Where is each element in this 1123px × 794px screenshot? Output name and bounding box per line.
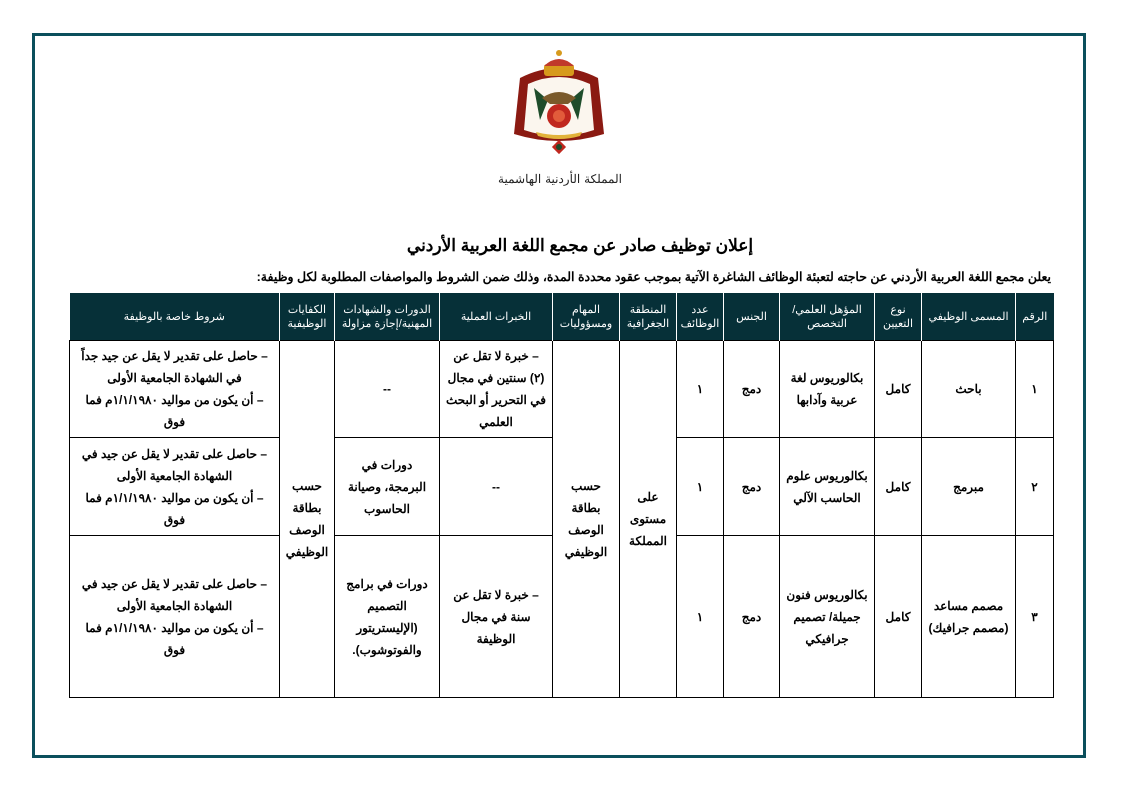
header-count <box>677 293 724 341</box>
cell-job-title: مبرمج <box>922 438 1016 536</box>
cell-experience: -- <box>440 438 553 536</box>
cell-competencies: حسب بطاقة الوصف الوظيفي <box>280 341 335 698</box>
announcement-intro: يعلن مجمع اللغة العربية الأردني عن حاجته لتعبئة الوظائف الشاغرة الآتية بموجب عقود محددة المدة، وذلك ضمن الشروط والمواصفات المطلوبة لكل وظيفة: <box>256 270 1051 284</box>
cell-job-title: باحث <box>922 341 1016 438</box>
condition-item: – أن يكون من مواليد ١/١/١٩٨٠م فما فوق <box>85 393 264 429</box>
cell-count: ١ <box>677 341 724 438</box>
cell-num: ١ <box>1016 341 1054 438</box>
header-competencies <box>280 293 335 341</box>
header-qualification <box>780 293 875 341</box>
header-line: نوع <box>890 303 906 316</box>
cell-experience: – خبرة لا تقل عن (٢) سنتين في مجال في التحرير أو البحث العلمي <box>440 341 553 438</box>
condition-item: – أن يكون من مواليد ١/١/١٩٨٠م فما فوق <box>85 620 264 657</box>
table-header-row <box>70 293 1054 341</box>
emblem-caption: المملكة الأردنية الهاشمية <box>498 172 622 186</box>
cell-appointment-type: كامل <box>875 536 922 698</box>
cell-gender: دمج <box>724 341 780 438</box>
cell-conditions <box>70 341 280 438</box>
header-line: ومسؤوليات <box>559 317 613 330</box>
header-gender: الجنس <box>724 293 780 341</box>
cell-num: ٣ <box>1016 536 1054 698</box>
cell-gender: دمج <box>724 536 780 698</box>
condition-item: – حاصل على تقدير لا يقل عن جيد في الشهادة الجامعية الأولى <box>81 576 268 613</box>
header-num: الرقم <box>1016 293 1054 341</box>
header-line: الدورات والشهادات <box>343 303 431 316</box>
cell-qualification: بكالوريوس لغة عربية وآدابها <box>780 341 875 438</box>
header-line: الكفايات <box>287 303 327 316</box>
cell-job-title: مصمم مساعد (مصمم جرافيك) <box>922 536 1016 698</box>
header-line: المهنية/إجازة مزاولة <box>341 317 433 330</box>
cell-conditions <box>70 536 280 698</box>
header-line: الوظيفية <box>287 317 327 330</box>
cell-qualification: بكالوريوس فنون جميلة/ تصميم جرافيكي <box>780 536 875 698</box>
header-line: التعيين <box>882 317 914 330</box>
cell-region: على مستوى المملكة <box>620 341 677 698</box>
condition-item: – أن يكون من مواليد ١/١/١٩٨٠م فما فوق <box>85 490 264 527</box>
announcement-title: إعلان توظيف صادر عن مجمع اللغة العربية الأردني <box>406 236 754 255</box>
cell-courses: دورات في برامج التصميم (الإليستريتور والفوتوشوب). <box>335 536 440 698</box>
cell-duties: حسب بطاقة الوصف الوظيفي <box>553 341 620 698</box>
header-line: المنطقة <box>629 303 667 316</box>
cell-count: ١ <box>677 438 724 536</box>
cell-appointment-type: كامل <box>875 438 922 536</box>
cell-courses: -- <box>335 341 440 438</box>
condition-item: – حاصل على تقدير لا يقل عن جيد في الشهادة الجامعية الأولى <box>81 446 268 483</box>
header-line: التخصص <box>807 317 847 330</box>
jobs-table <box>69 293 1054 698</box>
header-experience: الخبرات العملية <box>440 293 553 341</box>
table-row <box>70 341 1054 438</box>
cell-count: ١ <box>677 536 724 698</box>
header-line: عدد <box>691 303 709 316</box>
cell-courses: دورات في البرمجة، وصيانة الحاسوب <box>335 438 440 536</box>
header-line: المهام <box>572 303 600 316</box>
cell-gender: دمج <box>724 438 780 536</box>
header-duties <box>553 293 620 341</box>
condition-item: – حاصل على تقدير لا يقل عن جيد جداً في الشهادة الجامعية الأولى <box>81 349 268 385</box>
cell-num: ٢ <box>1016 438 1054 536</box>
header-job-title: المسمى الوظيفي <box>922 293 1016 341</box>
header-courses <box>335 293 440 341</box>
header-line: الوظائف <box>680 317 720 330</box>
coat-of-arms-icon <box>500 48 618 160</box>
cell-experience: – خبرة لا تقل عن سنة في مجال الوظيفة <box>440 536 553 698</box>
header-line: المؤهل العلمي/ <box>792 303 862 316</box>
header-conditions: شروط خاصة بالوظيفة <box>70 293 280 341</box>
cell-appointment-type: كامل <box>875 341 922 438</box>
header-region <box>620 293 677 341</box>
cell-conditions <box>70 438 280 536</box>
cell-qualification: بكالوريوس علوم الحاسب الآلي <box>780 438 875 536</box>
header-line: الجغرافية <box>626 317 670 330</box>
header-appointment-type <box>875 293 922 341</box>
